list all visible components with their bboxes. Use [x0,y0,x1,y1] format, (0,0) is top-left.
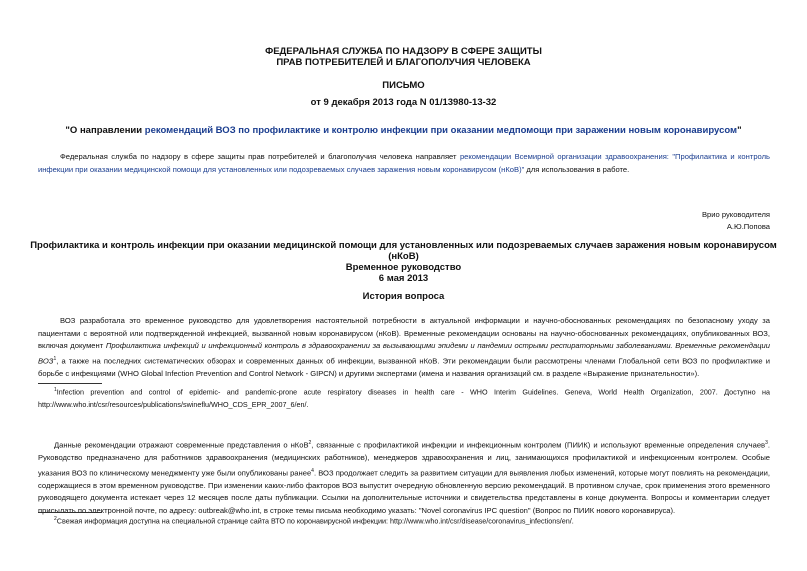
para2-text-d: . ВОЗ продолжает следить за развитием ситуации для выявления любых изменений, которые могут повлиять на рекомендации, содержащиеся в этом временном руководстве. При изменении каких-либо факторов ВОЗ выпустит очередную обновленную версию рекомендаций. В противном случае, срок применения этого временного руководящего документа истекает через 12 месяцев после даты публикации. Ссылки на дополнительные источники и свидетельства представлены в конце документа. Вопросы и комментарии следует присылать по электронной почте, по адресу: outbreak@who.int, в строке темы письма необходимо указать: "Novel coronavirus IPC question" (Вопрос по ПИИК нового коронавируса). [38,468,770,516]
doc-date-number: от 9 декабря 2013 года N 01/13980-13-32 [310,97,497,108]
subject-link[interactable]: рекомендаций ВОЗ по профилактике и контролю инфекции при оказании медпомощи при заражении новым коронавирусом [144,125,738,136]
history-italic-title: Профилактика инфекций и инфекционный контроль в здравоохранении за вызывающими эпидеми и пандемии острыми респираторными заболеваниями. Временные рекомендации ВОЗ [38,341,770,366]
footnote-2-marker: 2 [54,516,57,522]
signature-position: Врио руководителя [701,210,770,219]
agency-line-1: ФЕДЕРАЛЬНАЯ СЛУЖБА ПО НАДЗОРУ В СФЕРЕ ЗАЩИТЫ [265,46,542,57]
guide-date: 6 мая 2013 [378,273,429,284]
section-heading-history: История вопроса [362,291,445,302]
intro-paragraph [38,151,770,176]
guide-subtitle: Временное руководство [345,262,462,273]
signature-name: А.Ю.Попова [726,222,770,231]
intro-text-before: Федеральная служба по надзору в сфере защиты прав потребителей и благополучия человека направляет [60,152,460,161]
footnote-ref-4[interactable]: 4 [311,467,314,474]
footnote-2-text: Свежая информация доступна на специальной странице сайта ВТО по коронавирусной инфекции: http://www.who.int/csr/disease/coronavirus_infections/en/. [56,516,574,526]
doc-type: ПИСЬМО [382,80,425,91]
agency-line-2: ПРАВ ПОТРЕБИТЕЛЕЙ И БЛАГОПОЛУЧИЯ ЧЕЛОВЕКА [276,57,531,68]
footnote-2 [38,513,770,528]
history-text-a: ВОЗ разработала это временное руководство для удовлетворения настоятельной потребности в актуальной информации и научно-обоснованных рекомендациях по безопасному уходу за пациентами с вероятной или подтвержденной инфекцией, вызванной новым коронавирусом (нКоВ). Временные рекомендации основаны на научно-обоснованных рекомендациях, опубликованных ВОЗ, включая документ [38,316,770,351]
history-text-b: , а также на последних систематических обзорах и современных данных об инфекции, вызванной нКоВ. Эти рекомендации были рассмотрены членами Глобальной сети ВОЗ по профилактике и борьбе с инфекциями (WHO Global Infection Prevention and Control Network - GIPCN) и другими экспертами (имена и названия организаций см. в разделе «Выражение признательности»). [38,356,770,378]
subject-suffix: " [737,125,742,136]
history-paragraph [38,315,770,381]
intro-text-after: для использования в работе. [524,164,630,174]
footnote-ref-1[interactable]: 1 [53,355,57,362]
para2-text-c: . Руководство предназначено для работников здравоохранения (медицинских работников), менеджеров здравоохранения и лиц, занимающихся профилактикой и инфекционным контролем. Особые указания ВОЗ по клиническому менеджменту уже были опубликованы ранее [38,440,770,478]
footnote-1-marker: 1 [54,387,57,393]
guide-title: Профилактика и контроль инфекции при оказании медицинской помощи для установленных или подозреваемых случаев заражения новым коронавирусом (нКоВ) [30,240,777,262]
recommendations-paragraph [38,437,770,518]
footnote-ref-3[interactable]: 3 [765,440,768,446]
doc-subject [0,125,807,136]
footnote-1 [38,384,770,412]
intro-link[interactable]: рекомендации Всемирной организации здравоохранения: "Профилактика и контроль инфекции при оказании медицинской помощи для установленных или подозреваемых случаев заражения новым коронавирусом (нКоВ)" [38,152,770,174]
footnote-ref-2[interactable]: 2 [308,440,312,446]
signature-block [702,209,770,233]
guide-title-block [30,240,777,284]
para2-text-b: , связанные с профилактикой инфекции и инфекционным контролем (ПИИК) и используют временные определения случаев [311,440,766,450]
agency-name [0,46,807,68]
para2-text-a: Данные рекомендации отражают современные представления о нКоВ [54,440,309,450]
subject-prefix: "О направлении [65,125,145,136]
footnote-1-text: Infection prevention and control of epidemic- and pandemic-prone acute respiratory diseases in health care - WHO Interim Guidelines. Geneva, World Health Organization, 2007. Доступно на http://www.who.int/csr/resources/publications/swineflu/WHO_CDS_EPR_2007_6/en/. [38,387,770,409]
